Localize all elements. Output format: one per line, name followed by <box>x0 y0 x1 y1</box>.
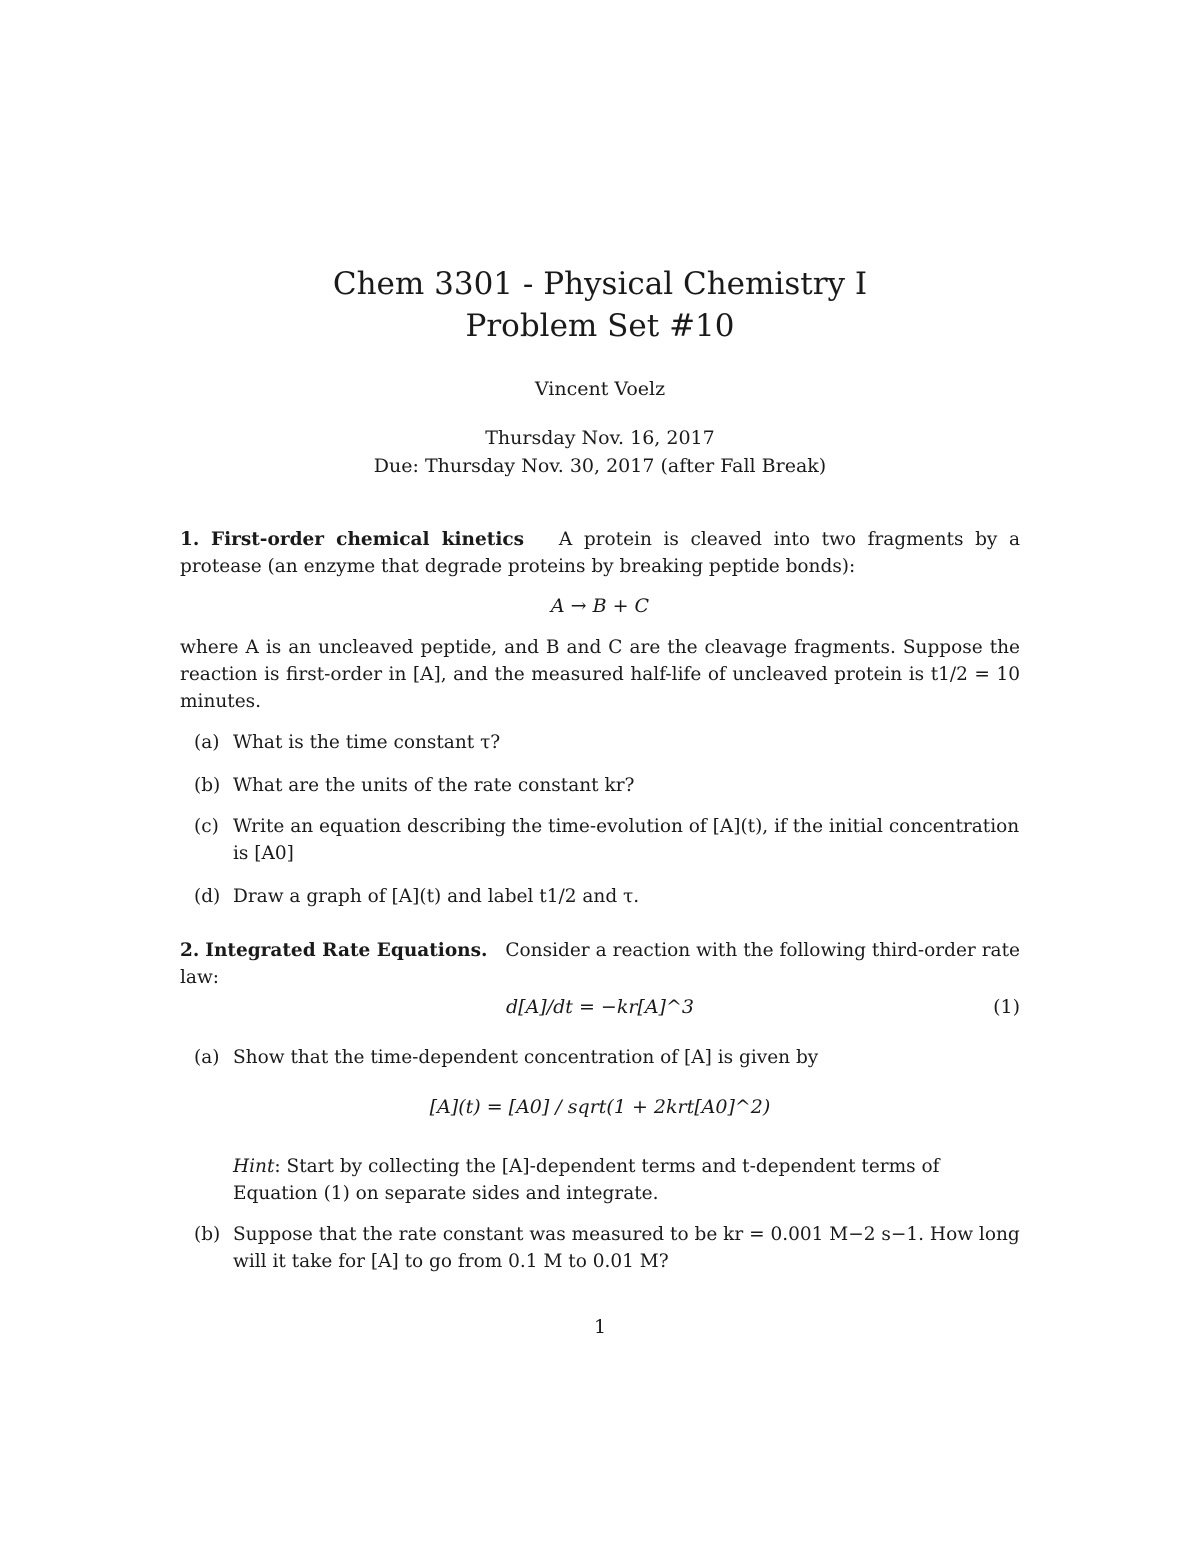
problem-2-number: 2. <box>180 940 200 961</box>
author: Vincent Voelz <box>534 378 666 400</box>
reaction-equation: A → B + C <box>550 595 650 617</box>
title-line-2: Problem Set #10 <box>465 308 735 344</box>
part-label: (c) <box>194 816 219 837</box>
hint-label: Hint <box>233 1156 275 1177</box>
hint-text: Start by collecting the [A]-dependent terms and t-dependent terms of Equation (1) on separate sides and integrate. <box>233 1156 940 1204</box>
part-label: (b) <box>194 775 221 796</box>
problem-1-intro-text: A protein is cleaved into two fragments by a protease (an enzyme that degrade proteins by breaking peptide bonds): <box>180 529 1021 577</box>
rate-law-text: d[A]/dt = −kr[A]^3 <box>506 996 694 1018</box>
equation-number: (1) <box>993 996 1020 1018</box>
problem-2-heading: Integrated Rate Equations. <box>205 940 488 961</box>
part-text: Suppose that the rate constant was measured to be kr = 0.001 M−2 s−1. How long will it take for [A] to go from 0.1 M to 0.01 M? <box>233 1224 1020 1272</box>
problem-2-intro <box>180 937 1020 991</box>
problem-1-body: where A is an uncleaved peptide, and B and C are the cleavage fragments. Suppose the reaction is first-order in [A], and the measured half-life of uncleaved protein is t1/2 = 10 minutes. <box>180 637 1020 712</box>
due-date: Due: Thursday Nov. 30, 2017 (after Fall Break) <box>373 455 827 477</box>
document-page: Chem 3301 - Physical Chemistry I Problem Set #10 Vincent Voelz Thursday Nov. 16, 2017 Due: Thursday Nov. 30, 2017 (after Fall Break) 1. First-order chemical kinetics A protein is cleaved into two fragments by a protease (an enzyme that degrade proteins by breaking peptide bonds): A → B + C where A is an uncleaved peptide, and B and C are the cleavage fragments. Suppose the reaction is first-order in [A], and the measured half-life of uncleaved protein is t1/2 = 10 minutes. (a) What is the time constant τ? (b) What are the units of the rate constant kr? (c) Write an equation describing the time-evolution of [A](t), if the initial concentration is [A0] (d) Draw a graph of [A](t) and label t1/2 and τ. 2. Integrated Rate Equations. Consider a reaction with the following third-order rate law: d[A]/dt = −kr[A]^3 (1) (a) Show that the time-dependent concentration of [A] is given by [A](t) = [A0] / sqrt(1 + 2krt[A0]^2) Hint: Start by collecting the [A]-dependent terms and t-dependent terms of Equation (1) on separate sides and integrate. (b) Suppose that the rate constant was measured to be kr = 0.001 M−2 s−1. How long will it take for [A] to go from 0.1 M to 0.01 M? 1 <box>0 0 1200 1553</box>
title-line-1: Chem 3301 - Physical Chemistry I <box>332 266 868 302</box>
problem-2-intro-text: Consider a reaction with the following third-order rate law: <box>180 940 1020 988</box>
solution-equation: [A](t) = [A0] / sqrt(1 + 2krt[A0]^2) <box>429 1096 771 1118</box>
rate-law-equation <box>180 996 1020 1018</box>
part-text: Show that the time-dependent concentration of [A] is given by <box>233 1047 819 1068</box>
date: Thursday Nov. 16, 2017 <box>485 427 715 449</box>
problem-1-intro <box>180 526 1020 580</box>
part-label: (d) <box>194 886 221 907</box>
problem-1-number: 1. <box>180 529 200 550</box>
part-text: Write an equation describing the time-evolution of [A](t), if the initial concentration is [A0] <box>233 816 1020 864</box>
problem-1-heading: First-order chemical kinetics <box>210 529 525 550</box>
part-text: What is the time constant τ? <box>233 732 501 753</box>
part-label: (a) <box>194 732 220 753</box>
page-number: 1 <box>593 1316 607 1338</box>
part-text: What are the units of the rate constant kr? <box>233 775 635 796</box>
part-label: (a) <box>194 1047 220 1068</box>
part-label: (b) <box>194 1224 221 1245</box>
part-text: Draw a graph of [A](t) and label t1/2 and τ. <box>233 886 640 907</box>
